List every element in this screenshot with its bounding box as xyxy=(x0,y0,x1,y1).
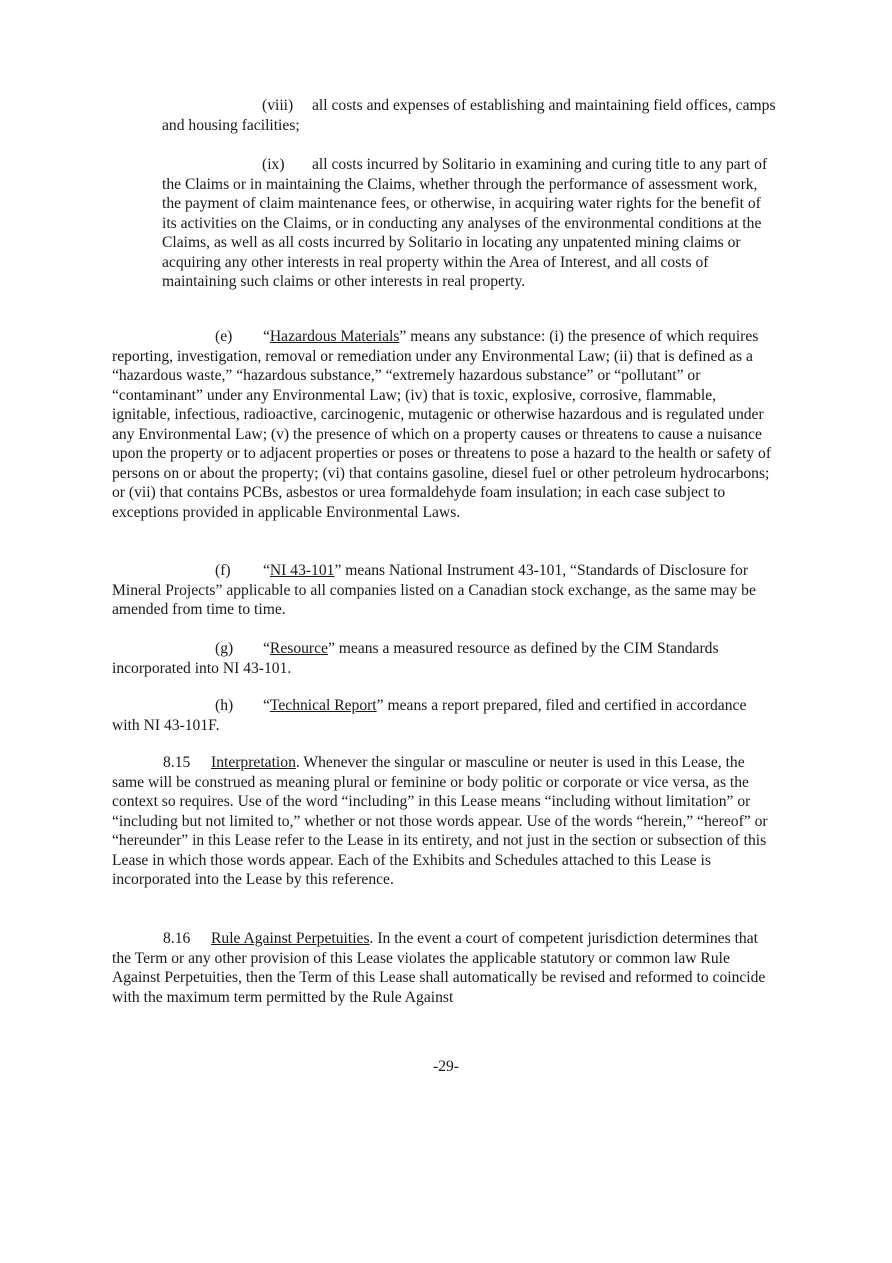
definition-resource xyxy=(112,639,776,678)
clause-text: ” means a measured resource as defined by the CIM Standards incorporated into NI 43-101. xyxy=(112,640,719,677)
open-quote: “ xyxy=(263,697,270,714)
clause-label: (f) xyxy=(215,562,231,579)
clause-viii xyxy=(162,96,776,135)
definition-ni-43-101 xyxy=(112,561,776,620)
clause-text: ” means any substance: (i) the presence of which requires reporting, investigation, removal or remediation under any Environmental Law; (ii) that is defined as a “hazardous waste,” “hazardous substance,” “extremely hazardous substance” or “pollutant” or “contaminant” under any Environmental Law; (iv) that is toxic, explosive, corrosive, flammable, ignitable, infectious, radioactive, carcinogenic, mutagenic or otherwise hazardous and is regulated under any Environmental Law; (v) the presence of which on a property causes or threatens to cause a nuisance upon the property or to adjacent properties or poses or threatens to pose a hazard to the health or safety of persons on or about the property; (vi) that contains gasoline, diesel fuel or other petroleum hydrocarbons; or (vii) that contains PCBs, asbestos or urea formaldehyde foam insulation; in each case subject to exceptions provided in applicable Environmental Laws. xyxy=(112,328,772,521)
clause-label: (h) xyxy=(215,697,234,714)
clause-text: ” means a report prepared, filed and certified in accordance with NI 43-101F. xyxy=(112,697,747,734)
open-quote: “ xyxy=(263,562,270,579)
section-heading: Rule Against Perpetuities xyxy=(211,930,370,947)
definition-technical-report xyxy=(112,696,776,735)
defined-term: Technical Report xyxy=(269,697,377,714)
section-number: 8.15 xyxy=(163,754,191,771)
defined-term: Resource xyxy=(269,640,328,657)
defined-term: Hazardous Materials xyxy=(269,328,400,345)
clause-label: (ix) xyxy=(262,156,285,173)
page-number: -29- xyxy=(433,1058,459,1075)
clause-ix xyxy=(162,155,776,292)
clause-text: . Whenever the singular or masculine or neuter is used in this Lease, the same will be construed as meaning plural or feminine or body politic or corporate or vice versa, as the context so requires. Use of the word “including” in this Lease means “including without limitation” or “including but not limited to,” whether or not those words appear. Use of the words “herein,” “hereof” or “hereunder” in this Lease refer to the Lease in its entirety, and not just in the section or subsection of this Lease in which those words appear. Each of the Exhibits and Schedules attached to this Lease is incorporated into the Lease by this reference. xyxy=(112,754,768,888)
section-heading: Interpretation xyxy=(211,754,296,771)
clause-text: . In the event a court of competent jurisdiction determines that the Term or any other provision of this Lease violates the applicable statutory or common law Rule Against Perpetuities, then the Term of this Lease shall automatically be revised and reformed to coincide with the maximum term permitted by the Rule Against xyxy=(112,930,766,1006)
clause-text: ” means National Instrument 43-101, “Standards of Disclosure for Mineral Projects” applicable to all companies listed on a Canadian stock exchange, as the same may be amended from time to time. xyxy=(112,562,756,618)
open-quote: “ xyxy=(263,328,270,345)
defined-term: NI 43-101 xyxy=(269,562,335,579)
clause-text: all costs and expenses of establishing and maintaining field offices, camps and housing facilities; xyxy=(162,97,776,134)
section-number: 8.16 xyxy=(163,930,191,947)
open-quote: “ xyxy=(263,640,270,657)
section-8-15-interpretation xyxy=(112,753,776,890)
clause-label: (g) xyxy=(215,640,234,657)
section-8-16-rule-against-perpetuities xyxy=(112,929,776,1007)
clause-text: all costs incurred by Solitario in examining and curing title to any part of the Claims or in maintaining the Claims, whether through the performance of assessment work, the payment of claim maintenance fees, or otherwise, in acquiring water rights for the benefit of its activities on the Claims, or in conducting any analyses of the environmental conditions at the Claims, as well as all costs incurred by Solitario in locating any unpatented mining claims or acquiring any other interests in real property within the Area of Interest, and all costs of maintaining such claims or other interests in real property. xyxy=(162,156,768,290)
definition-hazardous-materials xyxy=(112,327,776,522)
clause-label: (e) xyxy=(215,328,233,345)
clause-label: (viii) xyxy=(262,97,294,114)
